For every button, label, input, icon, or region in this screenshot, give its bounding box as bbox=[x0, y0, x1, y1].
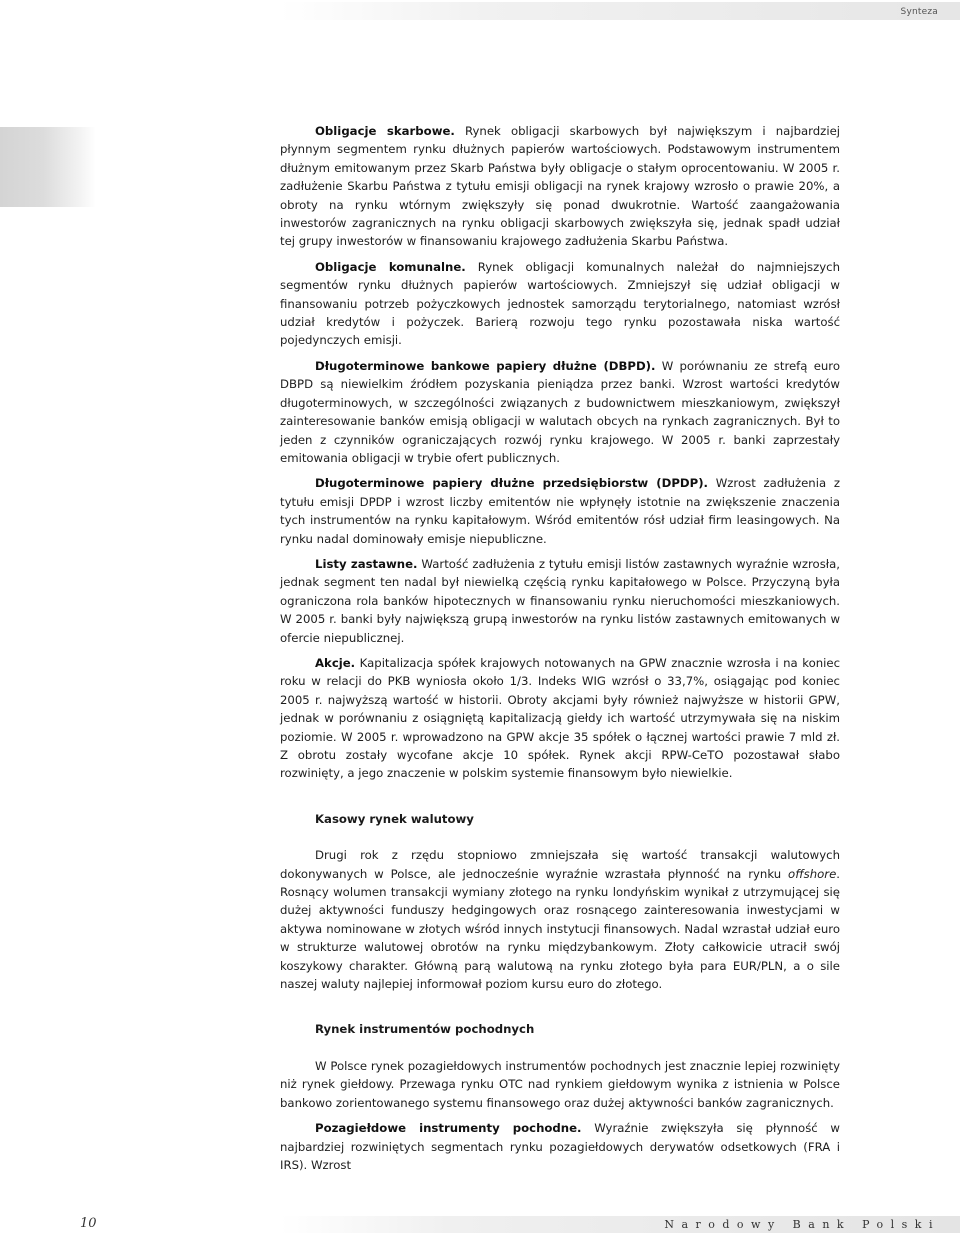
page-number: 10 bbox=[80, 1216, 97, 1231]
paragraph-municipal-bonds bbox=[280, 258, 840, 350]
paragraph-lead: Akcje. bbox=[315, 655, 356, 670]
paragraph-derivatives-intro bbox=[280, 1057, 840, 1112]
paragraph-text: Wartość zadłużenia z tytułu emisji listów zastawnych wyraźnie wzrosła, jednak segment ten nadal był niewielką częścią rynku kapitałowego w Polsce. Przyczyną była ograniczona rola banków hipotecznych w finansowaniu rynku nieruchomości mieszkaniowych. W 2005 r. banki były największą grupą inwestorów na rynku listów zastawnych emitowanych w ofercie niepublicznej. bbox=[280, 556, 840, 645]
section-title-fx: Kasowy rynek walutowy bbox=[315, 811, 474, 826]
paragraph-text: Rynek obligacji komunalnych należał do najmniejszych segmentów rynku dłużnych papierów wartościowych. Zmniejszył się udział obligacji w finansowaniu potrzeb pożyczkowych jednostek samorządu terytorialnego, natomiast wzrósł udział kredytów i pożyczek. Barierą rozwoju tego rynku pozostawała niska wartość pojedynczych emisji. bbox=[280, 259, 840, 348]
header-bar bbox=[280, 2, 960, 20]
paragraph-italic: offshore bbox=[788, 866, 837, 881]
paragraph-dbpd bbox=[280, 357, 840, 467]
footer-brand: Narodowy Bank Polski bbox=[664, 1218, 940, 1231]
paragraph-lead: Listy zastawne. bbox=[315, 556, 418, 571]
paragraph-shares bbox=[280, 654, 840, 783]
paragraph-lead: Długoterminowe bankowe papiery dłużne (DBPD). bbox=[315, 358, 656, 373]
paragraph-dpdp bbox=[280, 474, 840, 548]
paragraph-lead: Obligacje komunalne. bbox=[315, 259, 466, 274]
footer-bar bbox=[280, 1216, 960, 1233]
paragraph-lead: Pozagiełdowe instrumenty pochodne. bbox=[315, 1121, 582, 1136]
paragraph-text: Wzrost zadłużenia z tytułu emisji DPDP i wzrost liczby emitentów nie wpłynęły istotnie na zwiększenie znaczenia tych instrumentów na rynku kapitałowym. Wśród emitentów rósł udział firm leasingowych. Na rynku nadal dominowały emisje niepubliczne. bbox=[280, 476, 840, 546]
paragraph-text: W porównaniu ze strefą euro DBPD są niewielkim źródłem pozyskania pieniądza przez banki. Wzrost wartości kredytów długoterminowych, w szczególności związanych z budownictwem mieszkaniowym, zwiększył zainteresowanie banków emisją obligacji w walutach obcych na rynkach zagranicznych. Był to jeden z czynników ograniczających rozwój rynku krajowego. W 2005 r. banki zaprzestały emitowania obligacji w trybie ofert publicznych. bbox=[280, 358, 840, 465]
spacer bbox=[280, 993, 840, 1020]
paragraph-lead: Długoterminowe papiery dłużne przedsiębiorstw (DPDP). bbox=[315, 476, 708, 491]
paragraph-text: Rynek obligacji skarbowych był największym i najbardziej płynnym segmentem rynku dłużnych papierów wartościowych. Podstawowym instrumentem dłużnym emitowanym przez Skarb Państwa były obligacje o stałym oprocentowaniu. W 2005 r. zadłużenie Skarbu Państwa z tytułu emisji obligacji na rynek krajowy wzrosło o prawie 20%, a obroty na rynku wtórnym zwiększyły się ponad dwukrotnie. Wartość zaangażowania inwestorów zagranicznych na rynku obligacji skarbowych zwiększyła się, jednak spadł udział tej grupy inwestorów w finansowaniu krajowego zadłużenia Skarbu Państwa. bbox=[280, 124, 841, 249]
spacer bbox=[280, 783, 840, 810]
paragraph-text: . Rosnący wolumen transakcji wymiany złotego na rynku londyńskim wynikał z utrzymującej się dużej aktywności funduszy hedgingowych oraz rosnącego zainteresowania inwestycjami w aktywa nominowane w złotych wśród innych instytucji finansowych. Nadal wzrastał udział euro w strukturze walutowej obrotów na rynku międzybankowym. Złoty całkowicie utracił swój koszykowy charakter. Główną parą walutową na rynku złotego była para EUR/PLN, a o sile naszej waluty najlepiej informował poziom kursu euro do złotego. bbox=[280, 866, 840, 992]
main-content bbox=[280, 122, 840, 1174]
spacer bbox=[280, 1039, 840, 1057]
paragraph-treasury-bonds bbox=[280, 122, 840, 251]
header-title: Synteza bbox=[900, 7, 938, 17]
spacer bbox=[280, 828, 840, 846]
paragraph-mortgage-bonds bbox=[280, 555, 840, 647]
paragraph-lead: Obligacje skarbowe. bbox=[315, 124, 455, 138]
paragraph-text: Kapitalizacja spółek krajowych notowanych na GPW znacznie wzrosła i na koniec roku w relacji do PKB wyniosła około 1/3. Indeks WIG wzrósł o 33,7%, osiągając pod koniec 2005 r. najwyższą wartość w historii. Obroty akcjami były również najwyższe w historii GPW, jednak w porównaniu z osiągniętą kapitalizacją giełdy ich wartość utrzymywała się na niskim poziomie. W 2005 r. wprowadzono na GPW akcje 35 spółek o łącznej wartości prawie 7 mld zł. Z obrotu zostały wycofane akcje 10 spółek. Rynek akcji RPW-CeTO pozostawał słabo rozwinięty, a jego znaczenie w polskim systemie finansowym było niewielkie. bbox=[280, 655, 840, 781]
paragraph-text: Wyraźnie zwiększyła się płynność w najbardziej rozwiniętych segmentach rynku pozagiełdowych derywatów odsetkowych (FRA i IRS). Wzrost bbox=[280, 1121, 840, 1172]
side-decoration bbox=[0, 127, 96, 207]
paragraph-otc-derivatives bbox=[280, 1119, 840, 1174]
paragraph-text: Drugi rok z rzędu stopniowo zmniejszała się wartość transakcji walutowych dokonywanych w Polsce, ale jednocześnie wyraźnie wzrastała płynność na rynku bbox=[280, 848, 840, 881]
paragraph-text: W Polsce rynek pozagiełdowych instrumentów pochodnych jest znacznie lepiej rozwinięty niż rynek giełdowy. Przewaga rynku OTC nad rynkiem giełdowym wynika z istnienia w Polsce bankowo zorientowanego systemu finansowego oraz dużej aktywności banków zagranicznych. bbox=[280, 1058, 840, 1110]
section-title-derivatives: Rynek instrumentów pochodnych bbox=[315, 1022, 535, 1037]
paragraph-fx-market bbox=[280, 846, 840, 993]
